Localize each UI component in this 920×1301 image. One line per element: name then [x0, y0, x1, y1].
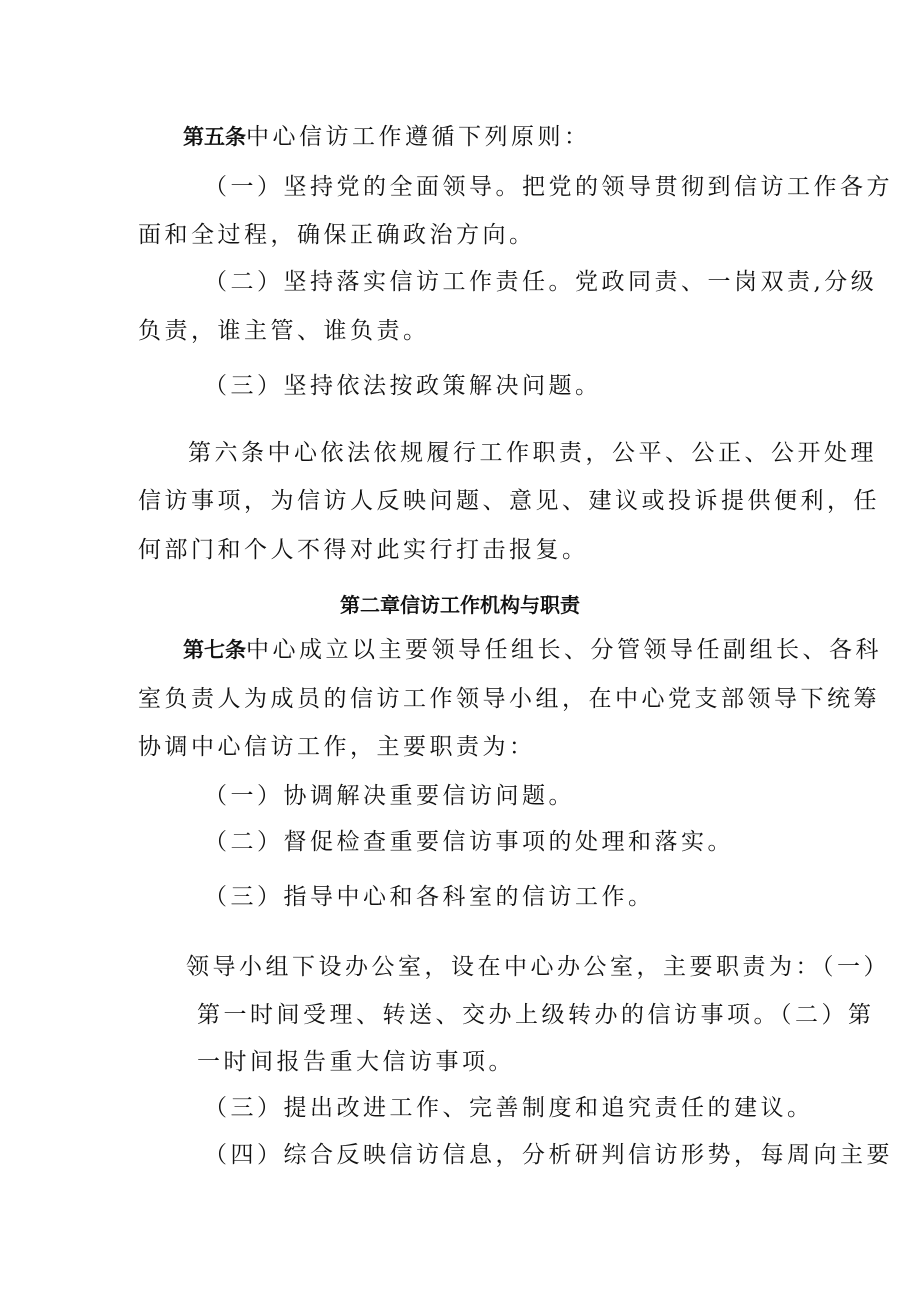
article7-item2: （二）督促检查重要信访事项的处理和落实。: [204, 829, 734, 855]
chapter2-title: 第二章信访工作机构与职责: [340, 593, 580, 617]
article7-item3: （三）指导中心和各科室的信访工作。: [204, 884, 655, 910]
office-line1: 领导小组下设办公室，设在中心办公室，主要职责为：（一）: [186, 954, 890, 980]
office-item3: （三）提出改进工作、完善制度和追究责任的建议。: [204, 1095, 814, 1121]
article5-item1-line2: 面和全过程，确保正确政治方向。: [138, 222, 536, 248]
office-item4: （四）综合反映信访信息，分析研判信访形势，每周向主要: [204, 1142, 893, 1168]
article7-label: 第七条: [183, 638, 246, 662]
article6-line2: 信访事项，为信访人反映问题、意见、建议或投诉提供便利，任: [138, 488, 880, 514]
article7-line1: 中心成立以主要领导任组长、分管领导任副组长、各科: [246, 637, 882, 663]
office-line2: 第一时间受理、转送、交办上级转办的信访事项。（二）第: [197, 1002, 875, 1028]
article5-item2-line1: （二）坚持落实信访工作责任。党政同责、一岗双责,分级: [204, 269, 878, 295]
office-line3: 一时间报告重大信访事项。: [197, 1049, 515, 1075]
article5-item3-line1: （三）坚持依法按政策解决问题。: [204, 373, 602, 399]
article5-heading: [183, 122, 591, 152]
article5-text: 中心信访工作遵循下列原则：: [246, 124, 591, 150]
article7-line3: 协调中心信访工作，主要职责为：: [138, 734, 536, 760]
article5-item2-line2: 负责，谁主管、谁负责。: [138, 318, 430, 344]
article5-item1-line1: （一）坚持党的全面领导。把党的领导贯彻到信访工作各方: [204, 174, 893, 200]
article7-item1: （一）协调解决重要信访问题。: [204, 783, 575, 809]
article7-heading: [183, 635, 882, 665]
article7-line2: 室负责人为成员的信访工作领导小组，在中心党支部领导下统筹: [138, 686, 880, 712]
article6-line1: 第六条中心依法依规履行工作职责，公平、公正、公开处理: [188, 440, 877, 466]
article5-label: 第五条: [183, 125, 246, 149]
article6-line3: 何部门和个人不得对此实行打击报复。: [138, 537, 589, 563]
